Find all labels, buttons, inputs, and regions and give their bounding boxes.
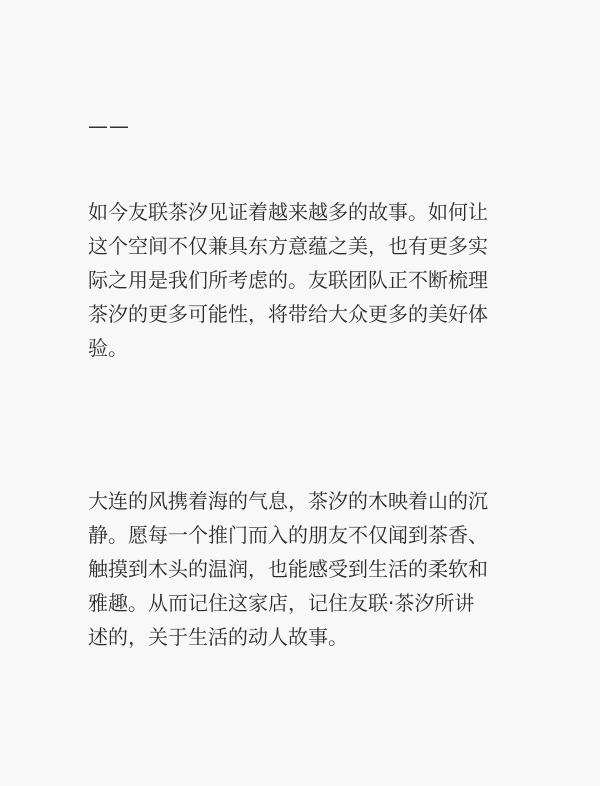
paragraph-1-line: 如今友联茶汐见证着越来越多的故事。如何让: [88, 200, 488, 224]
paragraph-1-line: 际之用是我们所考虑的。友联团队正不断梳理: [88, 268, 488, 292]
paragraph-2-line: 雅趣。从而记住这家店，记住友联·茶汐所讲: [88, 591, 475, 615]
paragraph-2-line: 述的，关于生活的动人故事。: [88, 625, 348, 649]
paragraph-2-line: 大连的风携着海的气息，茶汐的木映着山的沉: [88, 489, 488, 513]
paragraph-2: [88, 484, 528, 654]
paragraph-1: [88, 195, 528, 365]
em-dash-separator: ——: [88, 114, 130, 138]
paragraph-2-line: 触摸到木头的温润，也能感受到生活的柔软和: [88, 557, 488, 581]
paragraph-1-line: 这个空间不仅兼具东方意蕴之美，也有更多实: [88, 234, 488, 258]
paragraph-1-line: 验。: [88, 336, 128, 360]
paragraph-2-line: 静。愿每一个推门而入的朋友不仅闻到茶香、: [88, 523, 488, 547]
paragraph-1-line: 茶汐的更多可能性，将带给大众更多的美好体: [88, 302, 488, 326]
